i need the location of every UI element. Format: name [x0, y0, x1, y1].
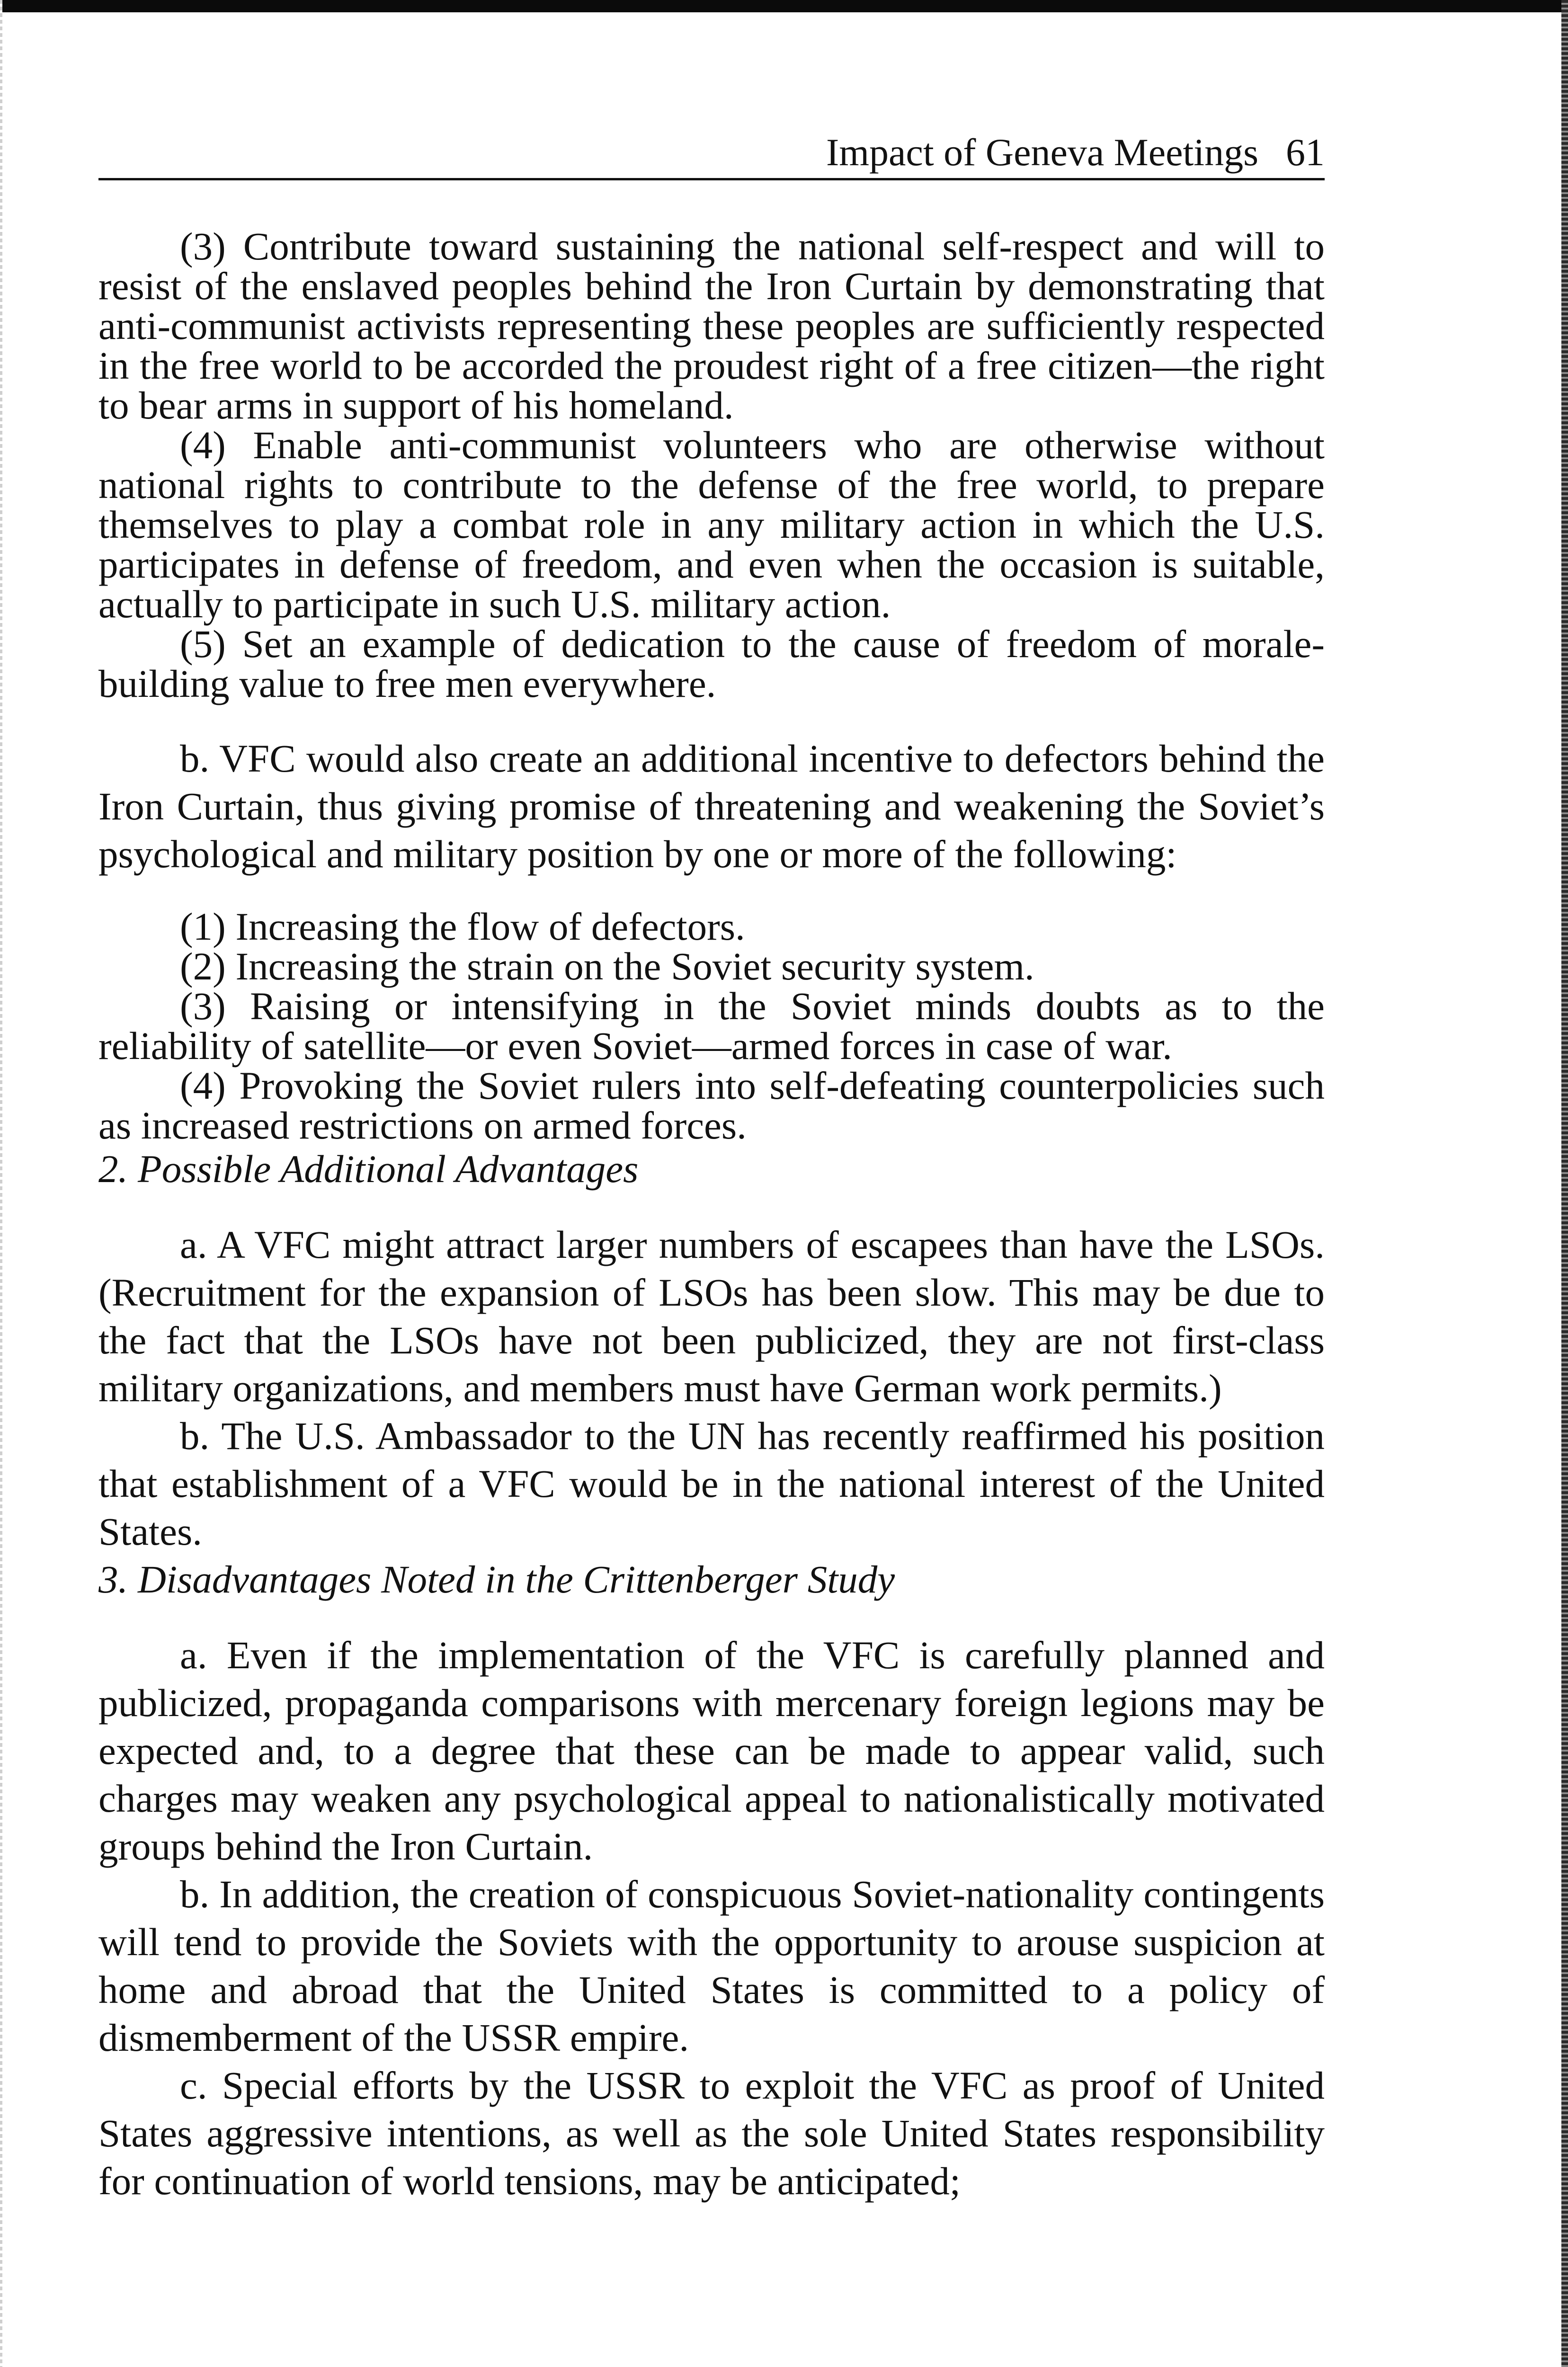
section-heading: 2. Possible Additional Advantages [98, 1147, 639, 1191]
scan-left-edge [0, 0, 2, 2367]
page-body [98, 226, 1325, 2205]
paragraph-item-4: (4) Enable anti-communist volunteers who are otherwise without national rights to contribute to the defense of the free world, to prepare themselves to play a combat role in any military action in which the U.S. participates in defense of freedom, and even when the occasion is suitable, actually to participate in such U.S. military action. [98, 423, 1325, 626]
scan-right-edge [1561, 0, 1568, 2367]
paragraph-section2-b: b. The U.S. Ambassador to the UN has recently reaffirmed his position that establishment of a VFC would be in the national interest of the United States. [98, 1414, 1325, 1553]
page-number: 61 [1286, 131, 1325, 174]
running-header [98, 127, 1325, 180]
list-item: (3) Raising or intensifying in the Soviet minds doubts as to the reliability of satellite—or even Soviet—armed forces in case of war. [98, 984, 1325, 1068]
header-title: Impact of Geneva Meetings [826, 131, 1258, 174]
list-item: (4) Provoking the Soviet rulers into self-defeating counterpolicies such as increased restrictions on armed forces. [98, 1064, 1325, 1147]
paragraph-section2-a: a. A VFC might attract larger numbers of escapees than have the LSOs. (Recruitment for the expansion of LSOs has been slow. This may be due to the fact that the LSOs have not been publicized, they are not first-class military organizations, and members must have German work permits.) [98, 1223, 1325, 1410]
paragraph-section3-b: b. In addition, the creation of conspicuous Soviet-nationality contingents will tend to provide the Soviets with the opportunity to arouse suspicion at home and abroad that the United States is committed to a policy of dismemberment of the USSR empire. [98, 1872, 1325, 2059]
paragraph-item-3: (3) Contribute toward sustaining the national self-respect and will to resist of the enslaved peoples behind the Iron Curtain by demonstrating that anti-communist activists representing these peoples are sufficiently respected in the free world to be accorded the proudest right of a free citizen—the right to bear arms in support of his homeland. [98, 224, 1325, 427]
paragraph-b: b. VFC would also create an additional incentive to defectors behind the Iron Curtain, thus giving promise of threatening and weakening the Soviet’s psychological and military position by one or more of the following: [98, 737, 1325, 876]
paragraph-item-5: (5) Set an example of dedication to the cause of freedom of morale-building value to free men everywhere. [98, 622, 1325, 705]
section-heading: 3. Disadvantages Noted in the Crittenberger Study [98, 1557, 895, 1601]
paragraph-section3-a: a. Even if the implementation of the VFC is carefully planned and publicized, propaganda comparisons with mercenary foreign legions may be expected and, to a degree that these can be made to appear valid, such charges may weaken any psychological appeal to nationalistically motivated groups behind the Iron Curtain. [98, 1633, 1325, 1868]
list-item: (1) Increasing the flow of defectors. [180, 905, 745, 948]
scan-top-edge [0, 0, 1568, 12]
paragraph-section3-c: c. Special efforts by the USSR to exploit the VFC as proof of United States aggressive intentions, as well as the sole United States responsibility for continuation of world tensions, may be anticipated; [98, 2064, 1325, 2203]
list-item: (2) Increasing the strain on the Soviet security system. [180, 944, 1034, 988]
